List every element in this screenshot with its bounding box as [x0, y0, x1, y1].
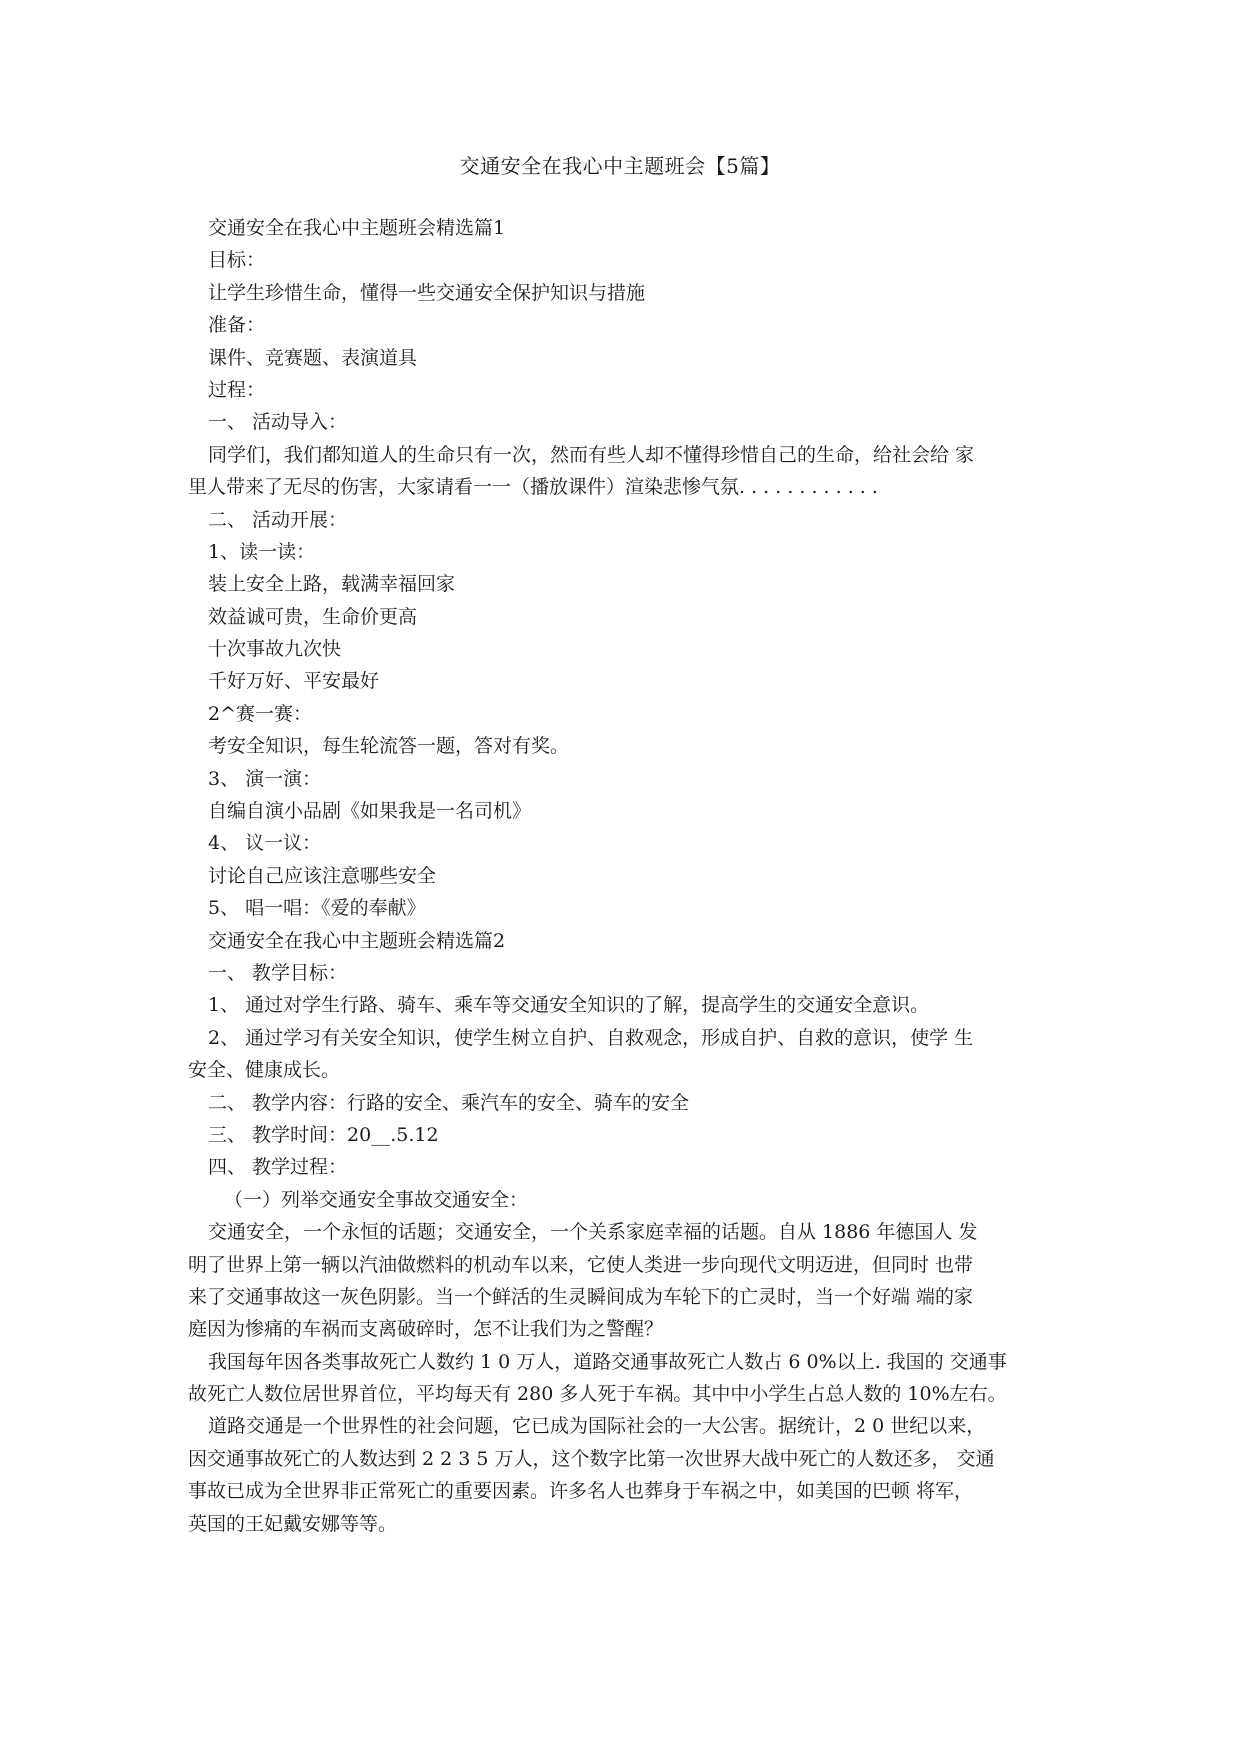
text-line: （一）列举交通安全事故交通安全： — [224, 1188, 529, 1211]
text-line: 效益诚可贵，生命价更高 — [208, 605, 418, 628]
text-line: 来了交通事故这一灰色阴影。当一个鲜活的生灵瞬间成为车轮下的亡灵时，当一个好端 端的家 — [188, 1285, 974, 1308]
text-line: 2^赛一赛： — [208, 702, 313, 725]
text-line: 自编自演小品剧《如果我是一名司机》 — [208, 800, 532, 823]
text-line: 课件、竞赛题、表演道具 — [208, 346, 418, 369]
text-line: 二、 活动开展： — [208, 508, 348, 531]
text-line: 2、 通过学习有关安全知识，使学生树立自护、自救观念，形成自护、自救的意识，使学 生 — [208, 1026, 974, 1049]
text-line: 千好万好、平安最好 — [208, 670, 380, 693]
text-line: 讨论自己应该注意哪些安全 — [208, 864, 437, 887]
text-line: 5、 唱一唱：《爱的奉献》 — [208, 897, 426, 920]
text-line: 1、 通过对学生行路、骑车、乘车等交通安全知识的了解，提高学生的交通安全意识。 — [208, 994, 930, 1017]
text-line: 同学们，我们都知道人的生命只有一次，然而有些人却不懂得珍惜自己的生命，给社会给 家 — [208, 443, 975, 466]
text-line: 因交通事故死亡的人数达到 2 2 3 5 万人，这个数字比第一次世界大战中死亡的人数还多， 交通 — [188, 1447, 995, 1470]
text-line: 准备： — [208, 314, 266, 337]
text-line: 1、读一读： — [208, 540, 316, 563]
text-line: 二、 教学内容：行路的安全、乘汽车的安全、骑车的安全 — [208, 1091, 690, 1114]
text-line: 事故已成为全世界非正常死亡的重要因素。许多名人也葬身于车祸之中，如美国的巴顿 将军， — [188, 1480, 974, 1503]
text-line: 4、 议一议： — [208, 832, 322, 855]
text-line: 交通安全，一个永恒的话题；交通安全，一个关系家庭幸福的话题。自从 1886 年德国人 发 — [208, 1221, 978, 1244]
text-line: 明了世界上第一辆以汽油做燃料的机动车以来，它使人类进一步向现代文明迈进，但同时 也带 — [188, 1253, 974, 1276]
text-line: 3、 演一演： — [208, 767, 322, 790]
text-line: 安全、健康成长。 — [188, 1059, 341, 1082]
section-heading: 交通安全在我心中主题班会精选篇1 — [208, 217, 506, 239]
text-line: 一、 活动导入： — [208, 411, 348, 434]
document-title: 交通安全在我心中主题班会【5篇】 — [459, 154, 781, 178]
text-line: 里人带来了无尽的伤害，大家请看一一（播放课件）渲染悲惨气氛. . . . . . . . . . . . — [188, 476, 878, 499]
text-line: 装上安全上路，载满幸福回家 — [208, 573, 456, 596]
text-line: 考安全知识，每生轮流答一题，答对有奖。 — [208, 735, 570, 758]
text-line: 三、 教学时间：20__.5.12 — [208, 1123, 439, 1146]
text-line: 我国每年因各类事故死亡人数约 1 0 万人，道路交通事故死亡人数占 6 0%以上. 我国的 交通事 — [208, 1350, 1007, 1373]
text-line: 四、 教学过程： — [208, 1156, 348, 1179]
text-line: 十次事故九次快 — [208, 638, 342, 661]
text-line: 故死亡人数位居世界首位，平均每天有 280 多人死于车祸。其中中小学生占总人数的 10%左右。 — [188, 1383, 1007, 1406]
text-line: 英国的王妃戴安娜等等。 — [188, 1512, 398, 1535]
text-line: 目标： — [208, 249, 266, 272]
text-line: 一、 教学目标： — [208, 961, 348, 984]
section-heading: 交通安全在我心中主题班会精选篇2 — [208, 929, 506, 952]
text-line: 庭因为惨痛的车祸而支离破碎时，怎不让我们为之警醒？ — [188, 1318, 664, 1341]
text-line: 过程： — [208, 378, 266, 401]
document-body — [188, 212, 1052, 1540]
text-line: 道路交通是一个世界性的社会问题，它已成为国际社会的一大公害。据统计，2 0 世纪以来， — [208, 1415, 986, 1438]
text-line: 让学生珍惜生命，懂得一些交通安全保护知识与措施 — [208, 281, 646, 304]
